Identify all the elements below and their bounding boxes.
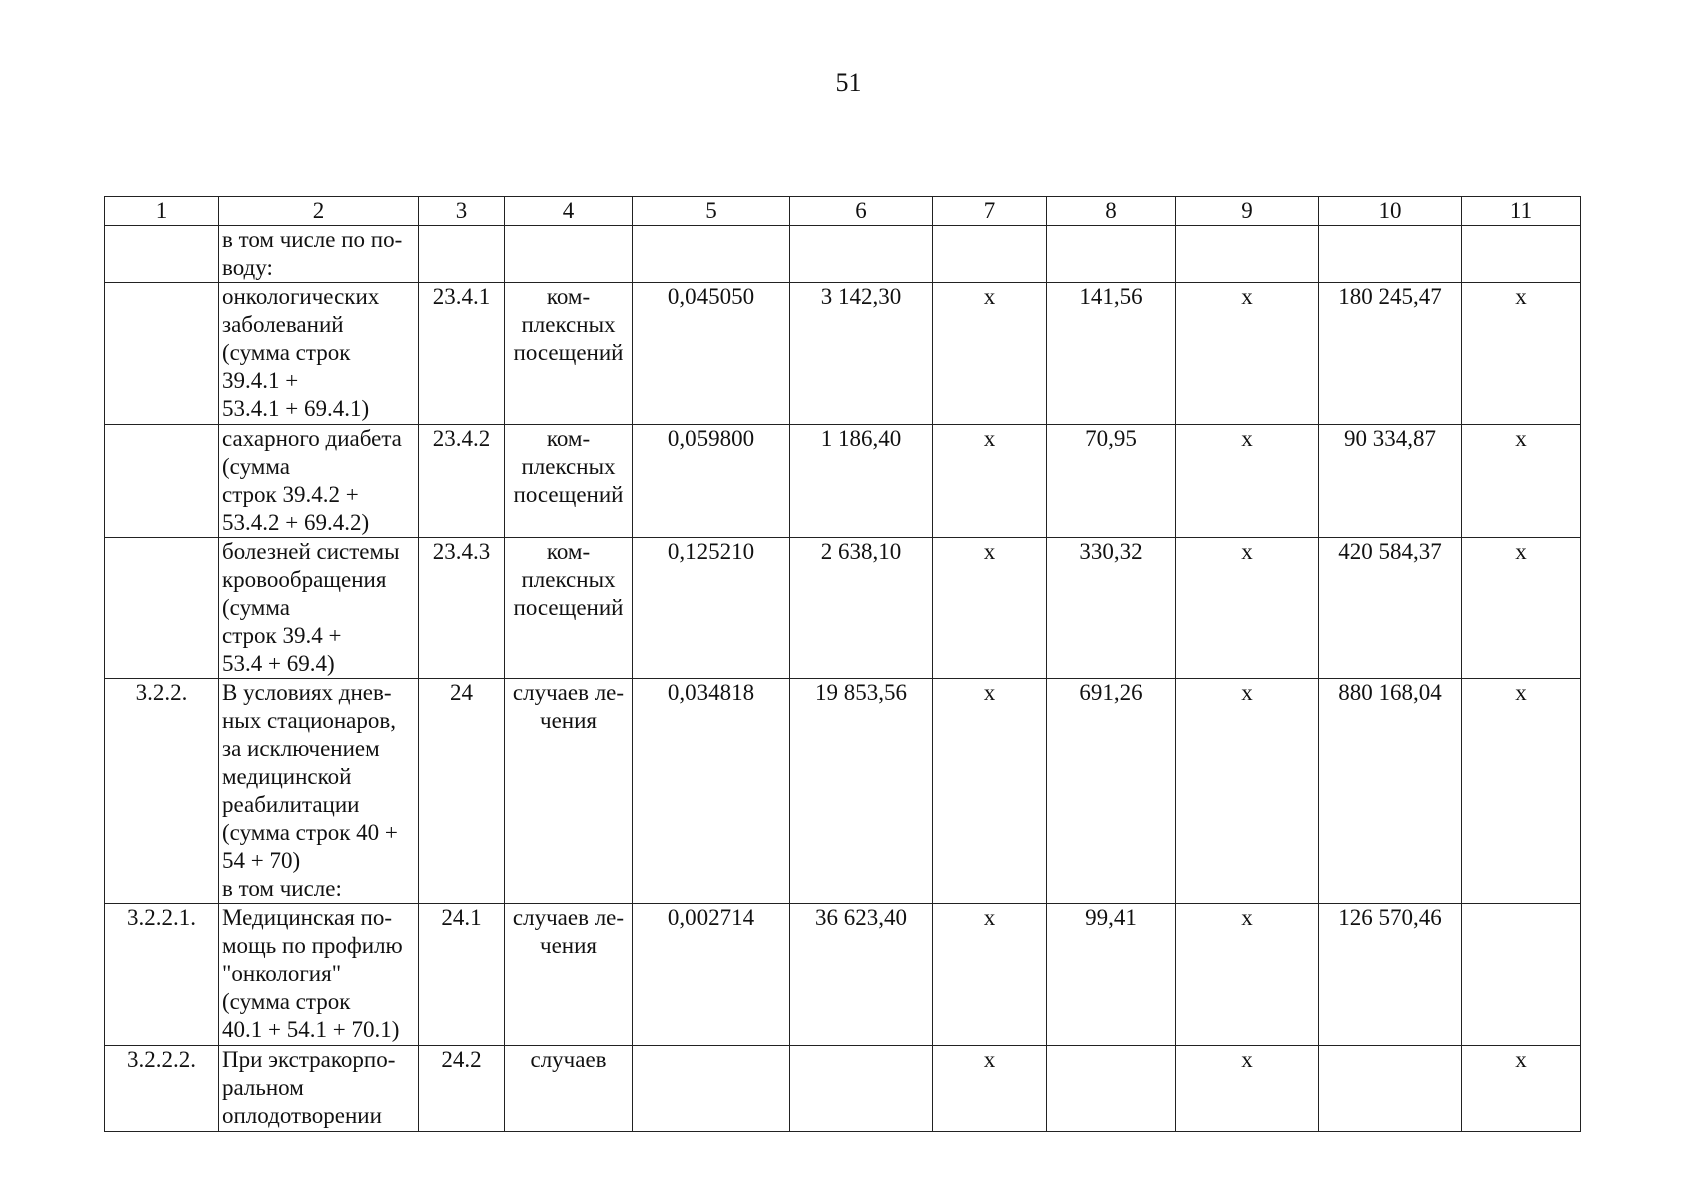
cell-value: х [933,1046,1047,1132]
cell-value: 1 186,40 [790,425,933,538]
cell-value: х [1176,425,1319,538]
cell-number [105,538,219,679]
cell-unit: ком- плексных посещений [505,283,633,425]
cell-value: 141,56 [1047,283,1176,425]
cell-value: х [1462,1046,1581,1132]
cell-value [1462,904,1581,1046]
cell-value: х [1462,283,1581,425]
cell-value: х [1462,679,1581,904]
column-header: 7 [933,197,1047,226]
cell-row-code: 23.4.1 [419,283,505,425]
column-header: 10 [1319,197,1462,226]
column-header: 4 [505,197,633,226]
cell-unit: ком- плексных посещений [505,538,633,679]
cell-row-code: 24.2 [419,1046,505,1132]
table-row [105,425,1581,538]
cell-number [105,226,219,283]
column-header: 11 [1462,197,1581,226]
cell-value: 420 584,37 [1319,538,1462,679]
cell-value [633,226,790,283]
cell-description: онкологических заболеваний (сумма строк 39.4.1 + 53.4.1 + 69.4.1) [219,283,419,425]
cell-value: х [1176,538,1319,679]
cell-unit: случаев ле- чения [505,904,633,1046]
column-header: 5 [633,197,790,226]
cell-unit: случаев ле- чения [505,679,633,904]
cell-value: х [1462,538,1581,679]
cell-value: х [1176,679,1319,904]
cell-value: 19 853,56 [790,679,933,904]
cell-description: в том числе по по- воду: [219,226,419,283]
column-header: 1 [105,197,219,226]
cell-value: х [1176,904,1319,1046]
cell-description: болезней системы кровообращения (сумма строк 39.4 + 53.4 + 69.4) [219,538,419,679]
cell-value: 0,045050 [633,283,790,425]
cell-row-code [419,226,505,283]
cell-value: 180 245,47 [1319,283,1462,425]
table-row [105,538,1581,679]
cell-description: При экстракорпо- ральном оплодотворении [219,1046,419,1132]
cell-row-code: 23.4.2 [419,425,505,538]
cell-value: 880 168,04 [1319,679,1462,904]
cell-value: 0,059800 [633,425,790,538]
cell-value [1319,1046,1462,1132]
cell-value [1047,226,1176,283]
column-header: 8 [1047,197,1176,226]
column-header: 3 [419,197,505,226]
cell-number [105,425,219,538]
cell-value: 70,95 [1047,425,1176,538]
cell-row-code: 24 [419,679,505,904]
cell-value [1462,226,1581,283]
cell-value: х [933,679,1047,904]
cell-value: 691,26 [1047,679,1176,904]
cell-value: х [1176,283,1319,425]
cell-unit: ком- плексных посещений [505,425,633,538]
cell-number: 3.2.2.2. [105,1046,219,1132]
table-row [105,1046,1581,1132]
cell-value: 90 334,87 [1319,425,1462,538]
cell-value: 0,034818 [633,679,790,904]
cell-value [1176,226,1319,283]
cell-value: х [933,538,1047,679]
cell-value: 2 638,10 [790,538,933,679]
cell-value: 99,41 [1047,904,1176,1046]
cell-value: 0,002714 [633,904,790,1046]
cell-value: х [1176,1046,1319,1132]
cell-description: сахарного диабета (сумма строк 39.4.2 + 53.4.2 + 69.4.2) [219,425,419,538]
cell-description: Медицинская по- мощь по профилю "онкология" (сумма строк 40.1 + 54.1 + 70.1) [219,904,419,1046]
cell-value: 126 570,46 [1319,904,1462,1046]
table-row [105,904,1581,1046]
cell-value [1047,1046,1176,1132]
table-row [105,679,1581,904]
header-row [105,197,1581,226]
cell-value: х [1462,425,1581,538]
cell-value [790,1046,933,1132]
cell-value [933,226,1047,283]
cell-value: 0,125210 [633,538,790,679]
cell-row-code: 23.4.3 [419,538,505,679]
cell-number [105,283,219,425]
cell-value: 330,32 [1047,538,1176,679]
cell-description: В условиях днев- ных стационаров, за исключением медицинской реабилитации (сумма строк 40 + 54 + 70) в том числе: [219,679,419,904]
column-header: 9 [1176,197,1319,226]
cell-number: 3.2.2. [105,679,219,904]
cell-value: 3 142,30 [790,283,933,425]
cell-value: х [933,904,1047,1046]
data-table [104,196,1581,1132]
cell-value: х [933,425,1047,538]
column-header: 6 [790,197,933,226]
cell-unit: случаев [505,1046,633,1132]
column-header: 2 [219,197,419,226]
cell-value: 36 623,40 [790,904,933,1046]
cell-number: 3.2.2.1. [105,904,219,1046]
table-row [105,226,1581,283]
cell-value [1319,226,1462,283]
cell-unit [505,226,633,283]
cell-value: х [933,283,1047,425]
cell-value [790,226,933,283]
table-row [105,283,1581,425]
cell-row-code: 24.1 [419,904,505,1046]
cell-value [633,1046,790,1132]
page-number: 51 [835,68,862,97]
